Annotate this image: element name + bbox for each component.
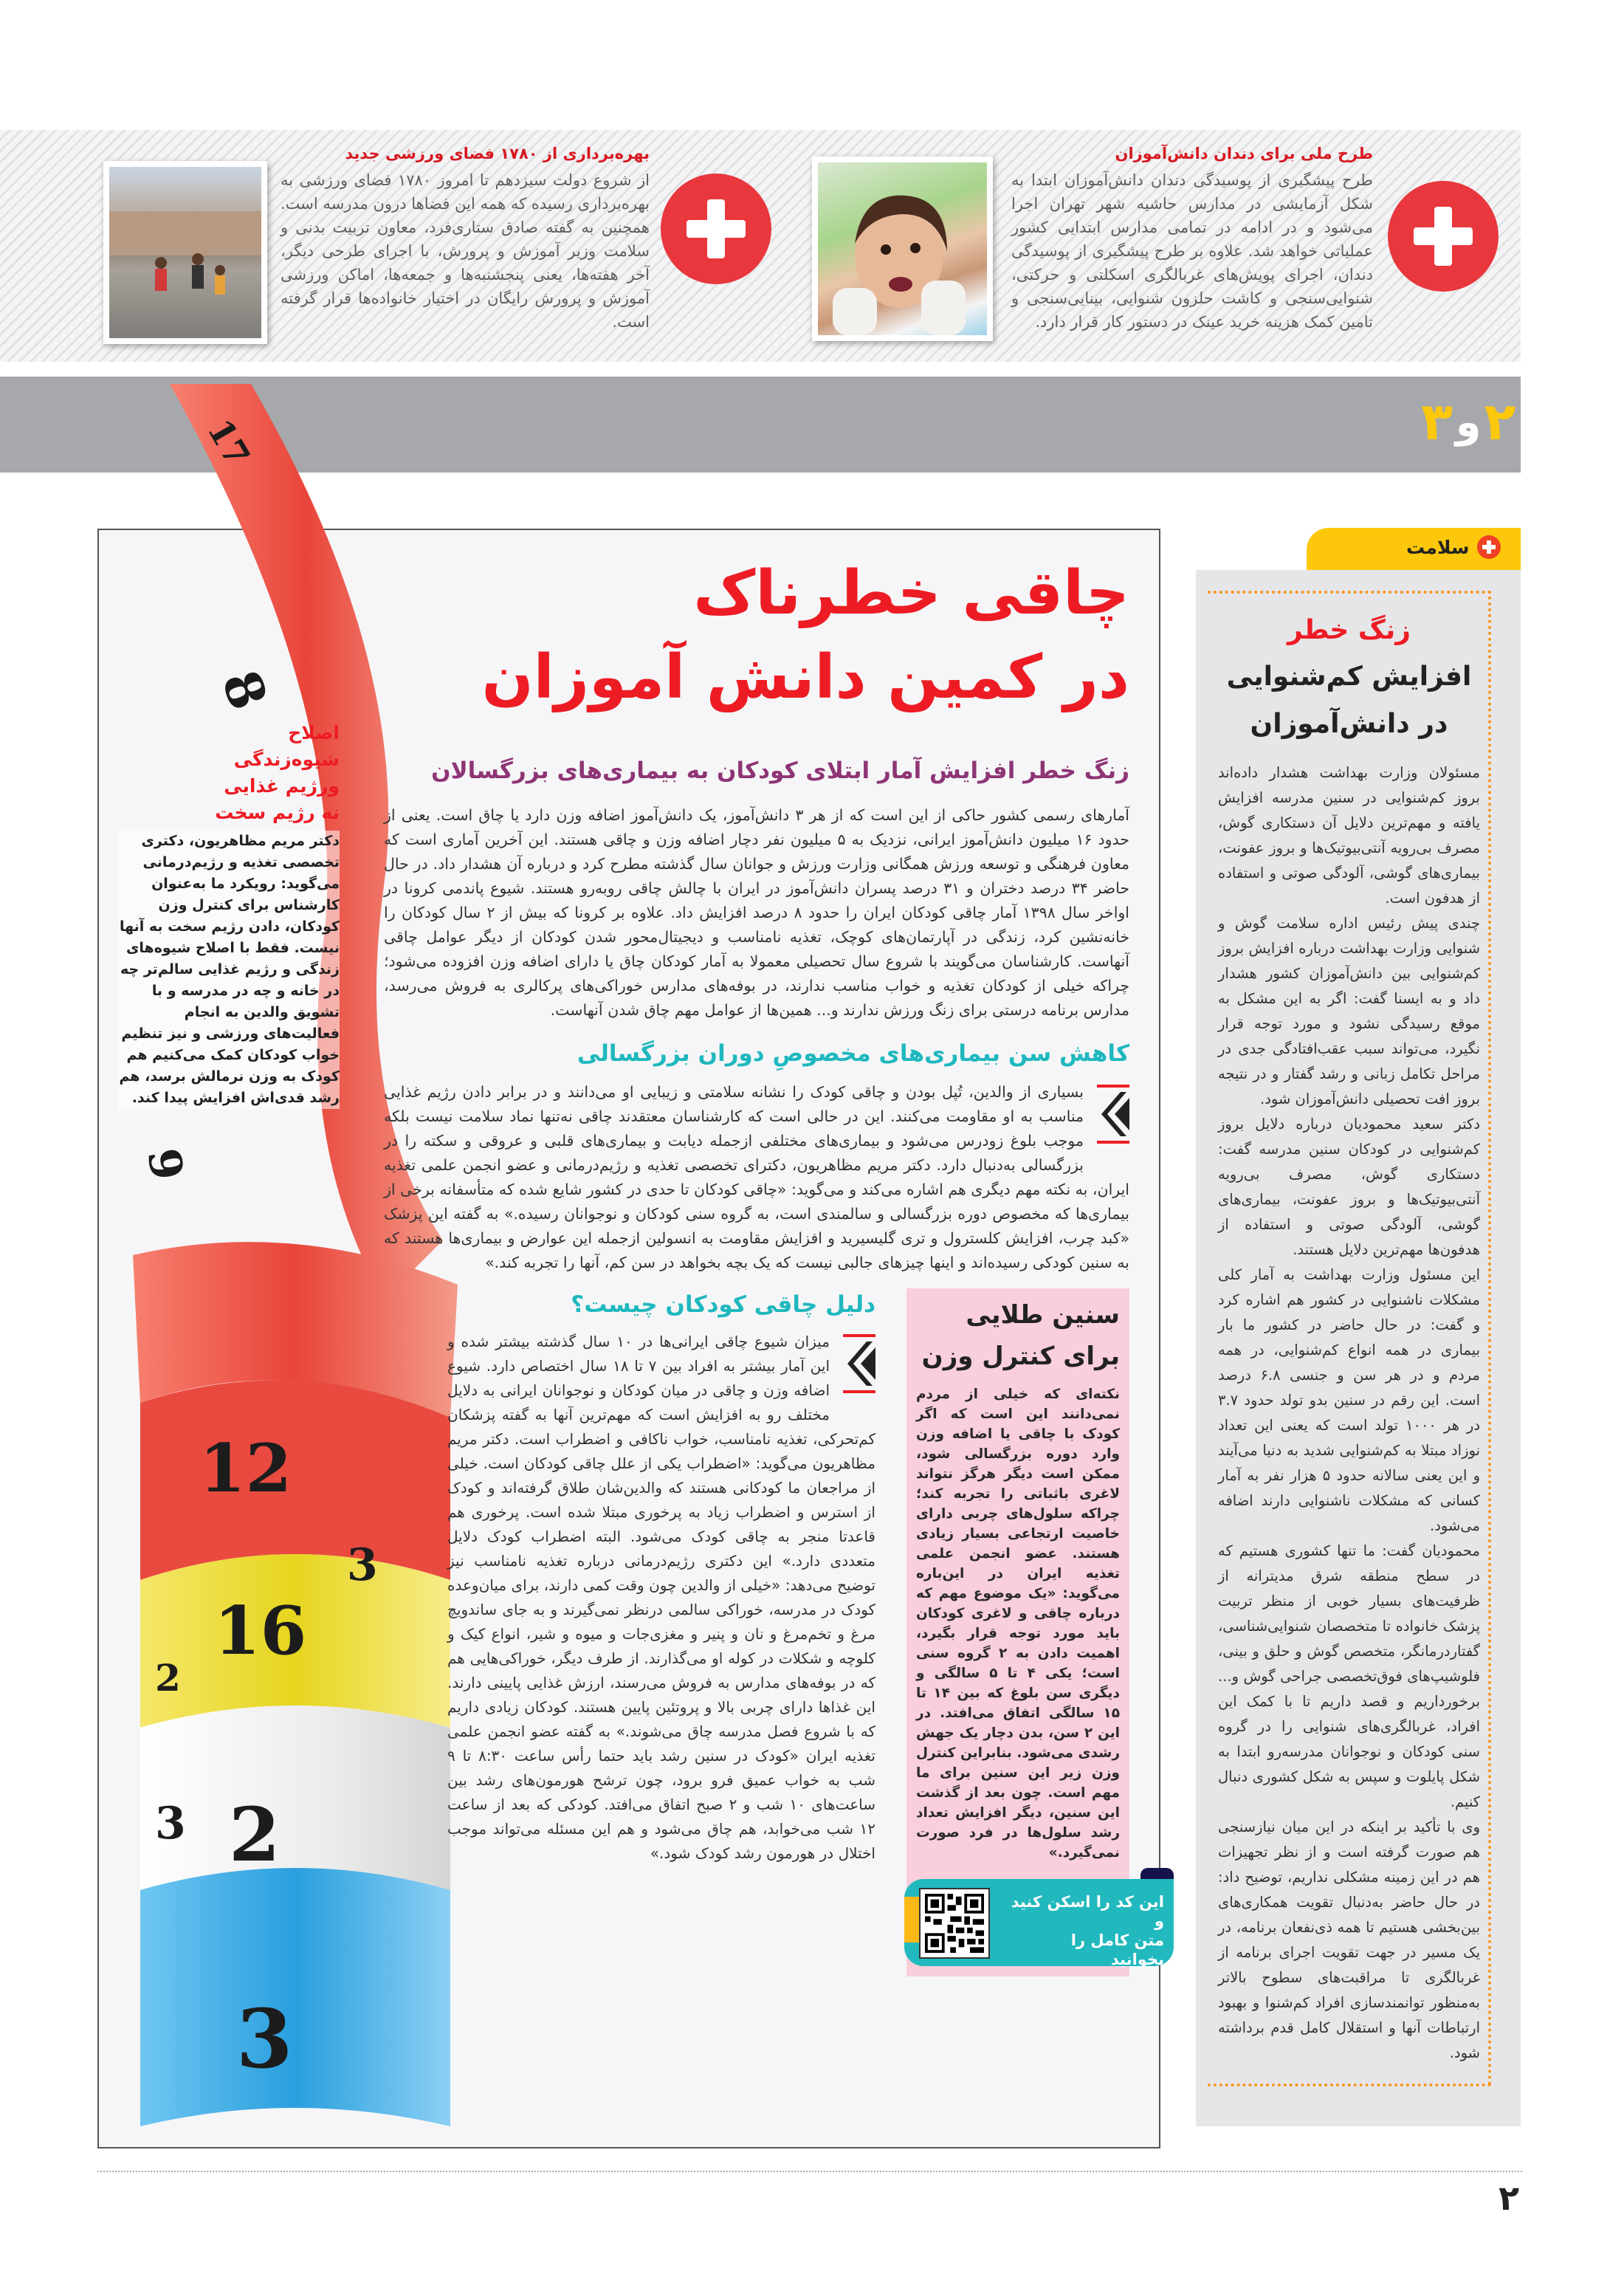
section2-text: میزان شیوع چاقی ایرانی‌ها در ۱۰ سال گذشته بیشتر شده و این آمار بیشتر به افراد بین ۷ تا ۱۸ سال اختصاص دارد. شیوع اضافه وزن و چاقی در میان کودکان و نوجوانان ایرانی به دلایل مختلف رو به افزایش است که مهم‌ترین آنها به گفته پزشکان کم‌تحرکی، تغذیه نامناسب، خواب ناکافی و اضطراب است. دکتر مریم مظاهریون می‌گوید: «اضطراب یکی از علل چاقی کودکان است. خیلی از مراجعان ما کودکانی هستند که والدین‌شان طلاق گرفته‌اند و کودک از استرس و اضطراب زیاد به پرخوری مبتلا شده است. پرخوری هم قاعدتا منجر به چاقی کودک می‌شود. البته اضطراب کودک دلایل متعددی دارد.» این دکتری رژیم‌درمانی درباره تغذیه نامناسب نیز توضیح می‌دهد: «خیلی از والدین چون وقت کمی دارند، برای میان‌وعده کودک در مدرسه، خوراکی سالمی درنظر نمی‌گیرند و به جای ساندویچ مرغ و تخم‌مرغ و نان و پنیر و مغزی‌جات و میوه و شیر، انواع کیک و کلوچه و شکلات در کوله او می‌گذارند. از طرف دیگر، خوراکی‌هایی هم که در بوفه‌های مدارس به فروش می‌رسند، ارزش غذایی پایینی دارند. این غذاها دارای چربی بالا و پروتئین پایین هستند. کودکان زیادی داریم که با شروع فصل مدرسه چاق می‌شوند.» به گفته عضو انجمن علمی تغذیه ایران «کودک در سنین رشد باید حتما رأس ساعت ۸:۳۰ تا ۹ شب به خواب عمیق فرو برود، چون ترشح هورمون‌های رشد بین ساعت‌های ۱۰ شب و ۲ صبح اتفاق می‌افتد. کودکی که بعد از ساعت ۱۲ شب می‌خوابد، هم چاق می‌شود و هم این مسئله می‌تواند موجب اختلال در هورمون رشد کودک شود.» — [447, 1333, 875, 1862]
box-title-line2: برای کنترل وزن — [921, 1342, 1120, 1371]
plus-icon — [1388, 181, 1499, 292]
side-paragraph: مسئولان وزارت بهداشت هشدار داده‌اند بروز کم‌شنوایی در سنین مدرسه افزایش یافته و مهم‌ترین دلایل آن دستکاری گوش، مصرف بی‌رویه آنتی‌بیوتیک‌ها و بروز عفونت، بیماری‌های گوشی، آلودگی صوتی و استفاده از هدفون است. — [1218, 764, 1480, 907]
side-paragraph: چندی پیش رئیس اداره سلامت گوش و شنوایی وزارت بهداشت درباره افزایش بروز کم‌شنوایی بین دانش‌آموزان کشور هشدار داد و به ایسنا گفت: اگر به این مشکل به موقع رسیدگی نشود و مورد توجه قرار نگیرد، می‌تواند سبب عقب‌افتادگی جدی در مراحل تکامل زبانی و رشد گفتار و در نتیجه بروز افت تحصیلی دانش‌آموزان شود. — [1218, 915, 1480, 1107]
news-headline-sports: بهره‌برداری از ۱۷۸۰ فضای ورزشی جدید — [345, 145, 650, 162]
side-title-line2: در دانش‌آموزان — [1250, 709, 1448, 739]
tape-number: 2 — [229, 1791, 281, 1878]
tape-number: 3 — [236, 1991, 293, 2086]
side-paragraph: دکتر سعید محمودیان درباره دلایل بروز کم‌شنوایی در کودکان سنین مدرسه گفت: دستکاری گوش، مصرف بی‌رویه آنتی‌بیوتیک‌ها و بروز عفونت، بیماری‌های گوشی، آلودگی صوتی و استفاده از هدفون‌ها مهم‌ترین دلایل هستند. — [1218, 1116, 1480, 1258]
main-article-body — [384, 755, 1164, 1976]
section-tab-label: سلامت — [1406, 536, 1470, 558]
tape-number: 3 — [155, 1798, 186, 1849]
plus-icon — [1477, 535, 1501, 559]
tape-number: 12 — [199, 1429, 292, 1508]
tape-number: 2 — [155, 1656, 181, 1700]
qr-caption — [1000, 1892, 1164, 1969]
box-title-line1: سنین طلایی — [966, 1300, 1120, 1330]
plus-icon — [661, 174, 771, 284]
qr-code-icon — [925, 1894, 984, 1953]
sidebar — [118, 720, 340, 1109]
main-headline-line2: در کمین دانش آموزان — [481, 642, 1129, 712]
section1-title: کاهش سن بیماری‌های مخصوصِ دوران بزرگسالی — [577, 1040, 1129, 1067]
section-tab-content — [1406, 535, 1501, 559]
main-subtitle: زنگ خطر افزایش آمار ابتلای کودکان به بیماری‌های بزرگسالان — [431, 758, 1129, 784]
section2 — [447, 1288, 875, 1866]
tape-number: 8 — [210, 662, 280, 718]
side-paragraph: وی با تأکید بر اینکه در این میان نیازسنجی هم صورت گرفته است و از نظر تجهیزات هم در این زمینه مشکلی نداریم، توضیح داد: در حال حاضر به‌دنبال تقویت همکاری‌های بین‌بخشی هستیم تا همه ذی‌نفعان برنامه، در یک مسیر در جهت تقویت اجرای برنامه از غربالگری تا مراقبت‌های سطوح بالاتر به‌منظور توانمندسازی افراد کم‌شنوا و بهبود ارتباطات آنها و استقلال کامل قدم برداشته شود. — [1218, 1818, 1480, 2061]
sidebar-body: دکتر مریم مظاهریون، دکتری تخصصی تغذیه و رژیم‌درمانی می‌گوید: رویکرد ما به‌عنوان کارشناس برای کنترل وزن کودکان، دادن رژیم سخت به آنها نیست. فقط با اصلاح شیوه‌های زندگی و رژیم غذایی سالم‌تر چه در خانه و چه در مدرسه و با تشویق والدین به انجام فعالیت‌های ورزشی و نیز تنظیم خواب کودکان کمک می‌کنیم هم کودک به وزن نرمالش برسد، هم رشد قدی‌اش افزایش پیدا کند. — [118, 831, 340, 1109]
qr-caption-line: متن کامل را — [1070, 1931, 1164, 1949]
sports-photo — [103, 161, 267, 344]
page-number: ۲ — [1499, 2178, 1520, 2218]
quote-chevron-icon — [1097, 1085, 1129, 1144]
qr-caption-line: این کد را اسکن کنید و — [1011, 1893, 1164, 1930]
pages-label-and: و — [1455, 399, 1482, 447]
side-paragraph: محمودیان گفت: ما تنها کشوری هستیم که در سطح منطقه شرق مدیترانه از ظرفیت‌های بسیار خوبی از منظر تربیت پزشک خانواده تا متخصصان شنوایی‌شناسی، گفتاردرمانگر، متخصص گوش و حلق و بینی، فلوشیپ‌های فوق‌تخصصی جراحی گوش و... برخورداریم و قصد داریم تا با کمک این افراد، غربالگری‌های شنوایی را در گروه سنی کودکان و نوجوانان مدرسه‌رو ابتدا به شکل پایلوت و سپس به شکل کشوری دنبال کنیم. — [1218, 1542, 1480, 1810]
section2-body — [447, 1330, 875, 1866]
footer-divider — [97, 2171, 1522, 2172]
section2-title: دلیل چاقی کودکان چیست؟ — [571, 1291, 875, 1318]
children-playing-illustration — [109, 167, 261, 338]
sidebar-title-line: شیوه‌زندگی — [233, 749, 340, 770]
pages-label — [1421, 391, 1515, 452]
side-kicker: زنگ خطر — [1287, 615, 1411, 645]
side-title-line1: افزایش کم‌شنوایی — [1226, 662, 1472, 692]
quote-chevron-icon — [843, 1334, 875, 1393]
qr-caption-line: بخوانید — [1111, 1951, 1164, 1968]
quote-spacer — [830, 1330, 875, 1404]
news-body-sports: از شروع دولت سیزدهم تا امروز ۱۷۸۰ فضای ورزشی به بهره‌برداری رسیده که همه این فضاها درون مدرسه است. همچنین به گفته صادق ستاری‌فرد، معاون تربیت بدنی و سلامت وزیر آموزش و پرورش، با اجرای طرحی دیگر، آخر هفته‌ها، یعنی پنجشنبه‌ها و جمعه‌ها، اماکن ورزشی آموزش و پرورش رایگان در اختیار خانواده‌ها قرار گرفته است. — [281, 171, 650, 331]
news-headline-dental: طرح ملی برای دندان دانش‌آموزان — [1115, 145, 1373, 162]
news-body-dental: طرح پیشگیری از پوسیدگی دندان دانش‌آموزان ابتدا به شکل آزمایشی در مدارس حاشیه شهر تهران اجرا می‌شود و در ادامه در تمامی مدارس ابتدایی کشور عملیاتی خواهد شد. علاوه بر طرح پیشگیری از پوسیدگی دندان، اجرای پویش‌های غربالگری اسکلتی و حرکتی، شنوایی‌سنجی و کاشت حلزون شنوایی، بینایی‌سنجی و تامین کمک هزینه خرید عینک در دستور کار قرار دارد. — [1011, 171, 1373, 331]
pages-label-b: ۳ — [1421, 391, 1453, 452]
sidebar-title-line: نه رژیم سخت — [215, 802, 340, 823]
lower-row — [384, 1288, 1164, 1976]
dental-photo — [812, 157, 993, 341]
quote-spacer — [1084, 1080, 1129, 1154]
section1-body — [384, 1080, 1129, 1275]
golden-ages-box — [906, 1288, 1164, 1976]
sidebar-title-line: ورژیم غذایی — [224, 775, 340, 797]
qr-code[interactable] — [919, 1888, 990, 1959]
tape-number: 16 — [214, 1592, 307, 1670]
child-dentist-illustration — [818, 162, 987, 335]
pages-label-a: ۲ — [1484, 391, 1516, 452]
main-headline-line1: چاقی خطرناک — [693, 558, 1129, 628]
side-paragraph: این مسئول وزارت بهداشت به آمار کلی مشکلات ناشنوایی در کشور هم اشاره کرد و گفت: در حال حاضر در کشور ما بار بیماری در همه انواع کم‌شنوایی، در همه مردم و در هر سن و جنسی ۶.۸ درصد است. این رقم در سنین بدو تولد حدود ۳.۷ در هر ۱۰۰۰ تولد است که یعنی این تعداد نوزاد مبتلا به کم‌شنوایی شدید به دنیا می‌آیند و این یعنی سالانه حدود ۵ هزار نفر به آمار کسانی که مشکلات ناشنوایی دارند اضافه می‌شود. — [1218, 1266, 1481, 1534]
box-body: نکته‌ای که خیلی از مردم نمی‌دانند این است که اگر کودک با چاقی یا اضافه وزن وارد دوره بزرگسالی شود، ممکن است دیگر هرگز نتواند لاغری باثباتی را تجربه کند؛ چراکه سلول‌های چربی دارای خاصیت ارتجاعی بسیار زیادی هستند. عضو انجمن علمی تغذیه ایران در این‌باره می‌گوید: «یک موضوع مهم که درباره چاقی و لاغری کودکان باید مورد توجه قرار بگیرد، اهمیت دادن به ۲ گروه سنی است؛ یکی ۴ تا ۵ سالگی و دیگری سن بلوغ که بین ۱۴ تا ۱۵ سالگی اتفاق می‌افتد. در این ۲ سن، بدن دچار یک جهش رشدی می‌شود. بنابراین کنترل وزن زیر این سنین برای ما مهم است. چون بعد از گذشت این سنین، دیگر افزایش تعداد رشد سلول‌ها در فرد صورت نمی‌گیرد.» — [916, 1387, 1120, 1861]
sidebar-title-line: اصلاح — [288, 722, 340, 743]
main-lead-paragraph: آمارهای رسمی کشور حاکی از این است که از هر ۳ دانش‌آموز، یک دانش‌آموز اضافه وزن دارد یا چاق است. یعنی از حدود ۱۶ میلیون دانش‌آموز ایرانی، نزدیک به ۵ میلیون نفر دچار اضافه وزن و چاقی هستند. این آخرین آماری است که معاون فرهنگی و توسعه ورزش همگانی وزارت ورزش و جوانان سال گذشته مطرح کرد و درباره آن هشدار داد. در حال حاضر ۳۴ درصد دختران و ۳۱ درصد پسران دانش‌آموز در ایران با چالش چاقی روبه‌رو هستند. شیوع پاندمی کرونا در اواخر سال ۱۳۹۸ آمار چاقی کودکان ایران را حدود ۸ درصد افزایش داد. علاوه بر کرونا که بیش از ۲ سال کودکان را خانه‌نشین کرد، زندگی در آپارتمان‌های کوچک، تغذیه نامناسب و دیجیتال‌محور شدن کودکان از دیگر عوامل چاقی آنهاست. کارشناسان می‌گویند با شروع سال تحصیلی معمولا به آمار کودکان چاق یا دارای اضافه وزن افزوده می‌شود؛ چراکه خیلی از کودکان تغذیه و خواب مناسب ندارند، در بوفه‌های مدارس خوراکی‌های پرکالری به فروش می‌رسد، مدارس برنامه درستی برای زنگ ورزش ندارند و... همین‌ها از عوامل مهم چاق شدن آنهاست. — [384, 806, 1130, 1019]
side-body — [1218, 760, 1480, 2066]
qr-banner-wrap — [904, 1879, 1174, 1966]
tape-number: 9 — [137, 1144, 193, 1184]
tape-number: 3 — [347, 1539, 378, 1591]
section1-text: بسیاری از والدین، تُپل بودن و چاقی کودک را نشانه سلامتی و زیبایی او می‌دانند و در برابر دادن رژیم غذایی مناسب به او مقاومت می‌کنند. این در حالی است که کارشناسان معتقدند چاقی نه‌تنها نماد سلامت نیست بلکه موجب بلوغ زودرس می‌شود و بیماری‌های مختلفی ازجمله دیابت و بیماری‌های قلبی و عروقی و سکته را در بزرگسالی به‌دنبال دارد. دکتر مریم مظاهریون، دکترای تخصصی تغذیه و رژیم‌درمانی و عضو انجمن علمی تغذیه ایران، به نکته مهم دیگری هم اشاره می‌کند و می‌گوید: «چاقی کودکان تا حدی در کشور شایع شده که متأسفانه برخی از بیماری‌ها که مخصوص دوره بزرگسالی و سالمندی است، به گروه سنی کودکان و نوجوانان رسیده.» به گفته این پزشک «کبد چرب، افزایش کلسترول و تری گلیسیرید و افزایش مقاومت به انسولین ازجمله این عوارض و بیماری‌ها هستند که به سنین کودکی رسیده‌اند و اینها چیزهای جالبی نیست که یک بچه بخواهد در سن کم، آنها را تجربه کند.» — [384, 1083, 1129, 1271]
tape-number: 17 — [199, 412, 258, 473]
